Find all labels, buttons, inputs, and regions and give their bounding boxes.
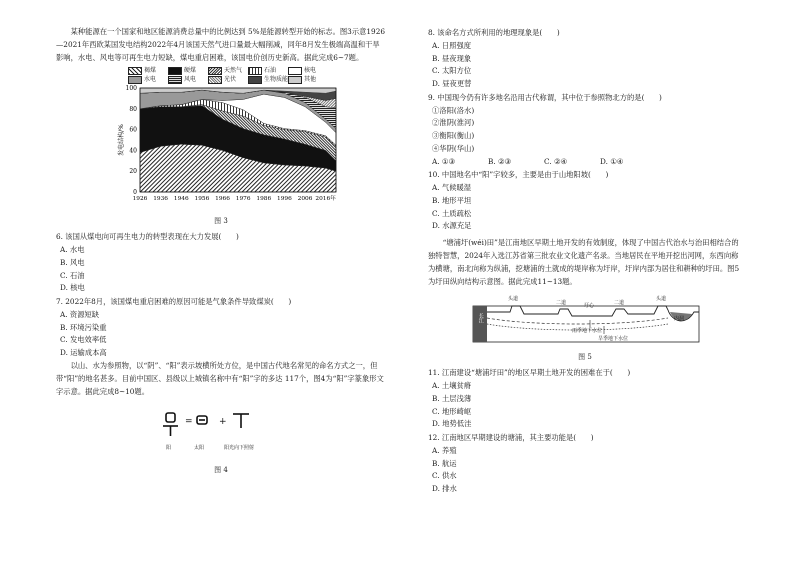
yang-glyph <box>163 413 178 436</box>
q9-options-row <box>428 156 742 169</box>
figure-5-caption: 图 5 <box>578 353 592 362</box>
legend-label: 其他 <box>304 76 317 84</box>
option-12b: B. 航运 <box>432 458 457 468</box>
legend-label: 水电 <box>144 76 157 84</box>
x-tick-label: 1956 <box>194 196 210 203</box>
legend-label: 硬煤 <box>184 67 197 75</box>
sun-glyph <box>197 416 207 424</box>
q9-item-2: ②淮阴(淮河) <box>432 118 475 128</box>
legend-item <box>168 66 208 75</box>
intro-paragraph-3: “塘浦圩(wéi)田”是江南地区早期土地开发的有效制度，体现了中国古代治水与治田相结合的独特智慧，2024年入选江苏省第三批农业文化遗产名录。当地居民在平地开挖出河网，东西向称为横塘，南北向称为纵浦，挖塘浦的土就成的堤岸称为圩岸，圩岸内部为居住和耕种的圩田。图5为圩田纵向结构示意图。据此完成11~13题。 <box>428 238 740 286</box>
ray-glyph <box>233 414 249 428</box>
x-tick-label: 1966 <box>215 196 230 203</box>
figure-4-caption: 图 4 <box>214 466 228 475</box>
label-yang: 阳 <box>166 445 172 452</box>
label-river: 长江 <box>477 313 484 324</box>
option-7c: C. 发电效率低 <box>60 335 107 345</box>
option-8d: D. 昼夜更替 <box>432 79 472 89</box>
svg-text:=: = <box>185 417 193 428</box>
option-12a: A. 养殖 <box>432 445 457 455</box>
option-8c: C. 太阳方位 <box>432 66 472 76</box>
option-6a: A. 水电 <box>60 245 85 255</box>
question-12: 12. 江南地区早期建设的塘浦，其主要功能是( ) <box>428 433 594 443</box>
left-column <box>56 26 386 481</box>
y-tick-label: 20 <box>129 168 137 176</box>
legend-item <box>208 75 248 84</box>
option-11b: B. 土层浅薄 <box>432 393 472 403</box>
legend-item <box>128 75 168 84</box>
option-7b: B. 环境污染重 <box>60 322 107 332</box>
svg-text:+: + <box>219 417 227 428</box>
option-10d: D. 水源充足 <box>432 221 472 231</box>
label-dike-1: 头道 <box>508 296 519 303</box>
option-9d: D. ①④ <box>600 156 624 166</box>
option-8b: B. 昼夜现象 <box>432 53 472 63</box>
option-7d: D. 运输成本高 <box>60 348 107 358</box>
question-6: 6. 该国从煤电向可再生电力的转型表现在大力发展( ) <box>56 232 239 242</box>
legend-item <box>128 66 168 75</box>
question-10: 10. 中国地名中“阳”字较多，主要是由于山地阳坡( ) <box>428 170 609 180</box>
generation-structure-chart <box>116 84 346 208</box>
y-tick-label: 0 <box>133 189 137 197</box>
legend-item <box>288 75 328 84</box>
label-center: 圩心 <box>584 303 595 310</box>
x-tick-label: 1926 <box>132 196 148 203</box>
figure-4 <box>161 410 386 456</box>
polder-cross-section <box>472 292 702 344</box>
legend-label: 天然气 <box>224 67 243 75</box>
option-7a: A. 资源短缺 <box>60 309 100 319</box>
option-9b: B. ②③ <box>488 156 512 166</box>
q9-item-1: ①洛阳(洛水) <box>432 105 475 115</box>
legend-label: 褐煤 <box>144 67 157 75</box>
option-12c: C. 供水 <box>432 471 457 481</box>
q9-item-4: ④华阴(华山) <box>432 143 475 153</box>
y-tick-label: 60 <box>129 126 137 134</box>
option-9c: C. ②④ <box>544 156 568 166</box>
legend-item <box>208 66 248 75</box>
y-tick-label: 100 <box>125 85 137 93</box>
legend-label: 石油 <box>264 67 277 75</box>
legend-label: 风电 <box>184 76 197 84</box>
right-column <box>428 26 742 496</box>
option-12d: D. 排水 <box>432 484 457 494</box>
option-11a: A. 土壤贫瘠 <box>432 381 472 391</box>
option-6d: D. 核电 <box>60 283 85 293</box>
x-tick-label: 1996 <box>277 196 292 203</box>
label-dry-table: 旱季地下水位 <box>598 336 629 343</box>
option-8a: A. 日照强度 <box>432 40 472 50</box>
figure-5 <box>472 292 742 349</box>
question-7: 7. 2022年8月，该国煤电重启困难的原因可能是气象条件导致煤炭( ) <box>56 297 292 307</box>
river-block <box>473 306 487 342</box>
figure-3 <box>116 66 346 213</box>
legend-label: 生物质能 <box>264 76 289 84</box>
label-taiyang: 太阳 <box>194 445 205 452</box>
x-tick-label: 2016年 <box>315 196 336 203</box>
label-field-1: 二道 <box>556 300 567 307</box>
intro-paragraph: 某种能源在一个国家和地区能源消费总量中的比例达到 5%是能源转型开始的标志。图3示意1926—2021年西欧某国发电结构2022年4月该国天然气进口量最大幅削减，同年8月发生极端高温和干旱影响，水电、风电等可再生电力短缺，煤电重启困难，该国电价创历史新高。据此完成6~7题。 <box>56 27 385 62</box>
figure-3-caption: 图 3 <box>214 217 228 226</box>
option-11c: C. 地形崎岖 <box>432 406 472 416</box>
option-10c: C. 土质疏松 <box>432 208 472 218</box>
label-rain-table: 雨季地下水位 <box>572 328 603 335</box>
chart-legend <box>128 66 328 84</box>
label-field-2: 二道 <box>614 300 625 307</box>
label-pond: 内洞 <box>674 316 685 323</box>
option-11d: D. 地势低洼 <box>432 419 472 429</box>
label-dike-2: 头道 <box>656 296 667 303</box>
question-9: 9. 中国现今仍有许多地名沿用古代称谓，其中位于参照物北方的是( ) <box>428 92 662 102</box>
yang-glyph-diagram <box>161 410 281 444</box>
legend-item <box>288 66 328 75</box>
option-6b: B. 风电 <box>60 257 85 267</box>
option-9a: A. ①③ <box>432 156 455 166</box>
question-11: 11. 江南建设“塘浦圩田”的地区早期土地开发的困难在于( ) <box>428 368 631 378</box>
legend-item <box>248 75 288 84</box>
intro-paragraph-2: 以山、水为参照物，以“阴”、“阳”表示坡横所处方位，是中国古代地名常见的命名方式之一，但带“阳”的地名甚多。目前中国区、县级以上城镇名称中有“阳”字的多达 117个，图4为“阳”字篆象形文字示意。据此完成8~10题。 <box>56 360 384 396</box>
q9-item-3: ③衡阳(衡山) <box>432 131 475 141</box>
x-tick-label: 1936 <box>153 196 169 203</box>
x-tick-label: 1946 <box>173 196 189 203</box>
legend-item <box>248 66 288 75</box>
y-axis-label: 发电结构/% <box>118 124 125 157</box>
y-tick-label: 80 <box>129 106 137 114</box>
y-tick-label: 40 <box>129 147 137 155</box>
x-tick-label: 1976 <box>235 196 251 203</box>
question-8: 8. 该命名方式所利用的地理现象是( ) <box>428 28 560 37</box>
x-tick-label: 2006 <box>297 196 313 203</box>
option-10a: A. 气候暖湿 <box>432 183 472 193</box>
legend-label: 核电 <box>304 67 317 75</box>
x-tick-label: 1986 <box>256 196 272 203</box>
legend-item <box>168 75 208 84</box>
legend-label: 光伏 <box>224 76 237 84</box>
option-10b: B. 地形平坦 <box>432 195 472 205</box>
label-down: 阳光向下照射 <box>224 445 255 452</box>
option-6c: C. 石油 <box>60 270 85 280</box>
